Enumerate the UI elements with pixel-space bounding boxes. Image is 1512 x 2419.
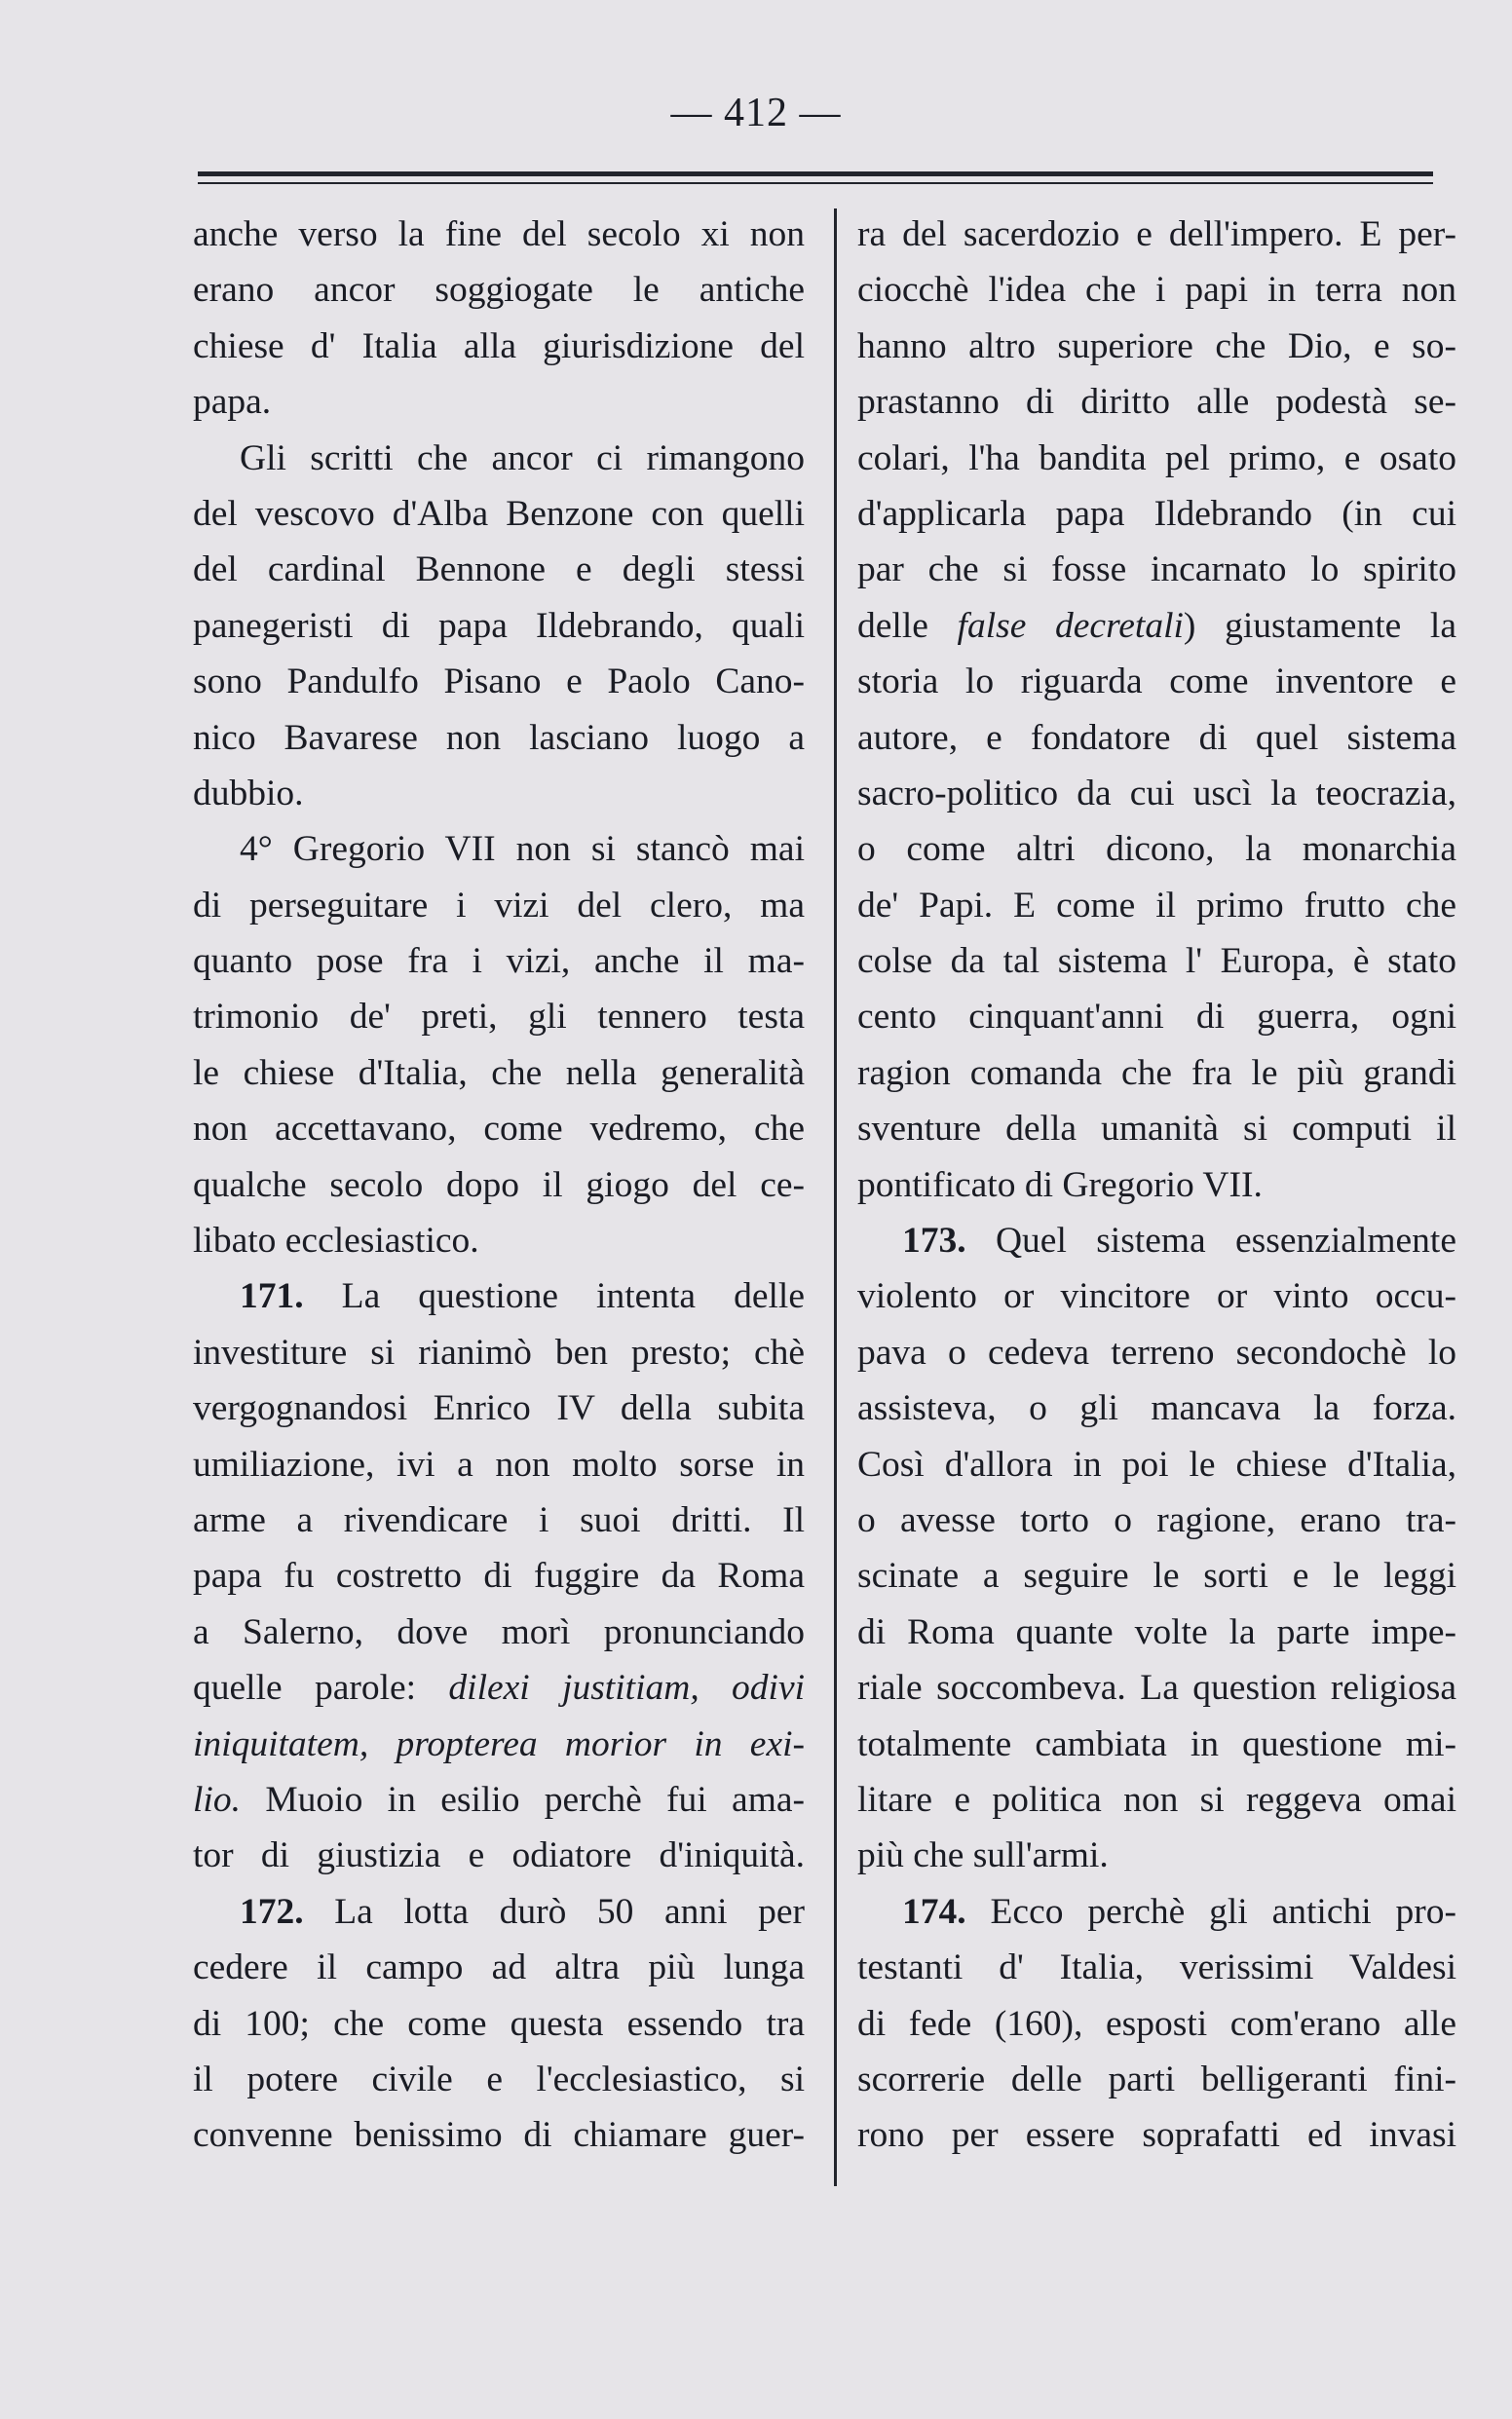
- text-line: più che sull'armi.: [857, 1835, 1109, 1876]
- text-line: storia lo riguarda come inventore e: [857, 661, 1456, 702]
- text-line: ra del sacerdozio e dell'impero. E per-: [857, 214, 1456, 254]
- text-line: papa fu costretto di fuggire da Roma: [193, 1556, 805, 1597]
- right-column: [857, 207, 1456, 2164]
- text-line: [193, 1772, 805, 1828]
- text-line: testanti d' Italia, verissimi Valdesi: [857, 1947, 1456, 1988]
- header-rule-thin: [198, 182, 1433, 184]
- text-line: sono Pandulfo Pisano e Paolo Cano-: [193, 661, 805, 702]
- text-line: de' Papi. E come il primo frutto che: [857, 885, 1456, 926]
- text-line: sventure della umanità si computi il: [857, 1109, 1456, 1150]
- text-line: il potere civile e l'ecclesiastico, si: [193, 2059, 805, 2099]
- text-line: riale soccombeva. La question religiosa: [857, 1668, 1456, 1709]
- text-line: sacro-politico da cui uscì la teocrazia,: [857, 773, 1456, 813]
- text-line: colse da tal sistema l' Europa, è stato: [857, 941, 1456, 982]
- text-line: tor di giustizia e odiatore d'iniquità.: [193, 1835, 805, 1876]
- text-span: ) giustamente la: [1183, 605, 1456, 646]
- text-span: Quel sistema essenzialmente: [995, 1221, 1456, 1262]
- text-line: d'applicarla papa Ildebrando (in cui: [857, 493, 1456, 534]
- text-line: litare e politica non si reggeva omai: [857, 1779, 1456, 1820]
- text-line: panegeristi di papa Ildebrando, quali: [193, 605, 805, 646]
- text-line: anche verso la fine del secolo xi non: [193, 214, 805, 254]
- text-line: o avesse torto o ragione, erano tra-: [857, 1499, 1456, 1540]
- text-line: umiliazione, ivi a non molto sorse in: [193, 1444, 805, 1485]
- text-line: par che si fosse incarnato lo spirito: [857, 549, 1456, 590]
- text-line: rono per essere soprafatti ed invasi: [857, 2115, 1456, 2156]
- text-line: di perseguitare i vizi del clero, ma: [193, 885, 805, 926]
- italic-title: false decretali: [957, 605, 1184, 646]
- column-divider: [834, 208, 837, 2186]
- text-line: cedere il campo ad altra più lunga: [193, 1947, 805, 1988]
- text-line: papa.: [193, 382, 272, 423]
- text-span: delle: [857, 605, 928, 646]
- text-line: 4° Gregorio VII non si stancò mai: [240, 829, 805, 870]
- text-line: cento cinquant'anni di guerra, ogni: [857, 997, 1456, 1038]
- text-line: investiture si rianimò ben presto; chè: [193, 1332, 805, 1373]
- text-line: [857, 1884, 1456, 1940]
- text-line: dubbio.: [193, 773, 304, 813]
- text-span: Ecco perchè gli antichi pro-: [990, 1891, 1457, 1932]
- text-line: assisteva, o gli mancava la forza.: [857, 1388, 1456, 1429]
- text-line: quanto pose fra i vizi, anche il ma-: [193, 941, 805, 982]
- text-span: La lotta durò 50 anni per: [334, 1891, 806, 1932]
- text-line: qualche secolo dopo il giogo del ce-: [193, 1164, 805, 1205]
- text-line: scinate a seguire le sorti e le leggi: [857, 1556, 1456, 1597]
- text-line: trimonio de' preti, gli tennero testa: [193, 997, 805, 1038]
- text-line: erano ancor soggiogate le antiche: [193, 270, 805, 311]
- header-rule-thick: [198, 171, 1433, 176]
- text-line: ragion comanda che fra le più grandi: [857, 1052, 1456, 1093]
- text-line: o come altri dicono, la monarchia: [857, 829, 1456, 870]
- text-line: [857, 598, 1456, 654]
- text-line: [857, 1213, 1456, 1268]
- text-line: Gli scritti che ancor ci rimangono: [240, 437, 805, 478]
- paragraph-number: 172.: [240, 1891, 304, 1932]
- text-line: ciocchè l'idea che i papi in terra non: [857, 270, 1456, 311]
- text-line: di fede (160), esposti com'erano alle: [857, 2003, 1456, 2044]
- text-line: [193, 1268, 805, 1324]
- text-line: autore, e fondatore di quel sistema: [857, 717, 1456, 758]
- text-line: [193, 1660, 805, 1716]
- text-line: Così d'allora in poi le chiese d'Italia,: [857, 1444, 1456, 1485]
- latin-quote: dilexi justitiam, odivi: [448, 1668, 806, 1709]
- text-line: non accettavano, come vedremo, che: [193, 1109, 805, 1150]
- text-line: a Salerno, dove morì pronunciando: [193, 1611, 805, 1652]
- text-line: pontificato di Gregorio VII.: [857, 1164, 1263, 1205]
- text-line: del vescovo d'Alba Benzone con quelli: [193, 493, 805, 534]
- text-line: del cardinal Bennone e degli stessi: [193, 549, 805, 590]
- text-line: nico Bavarese non lasciano luogo a: [193, 717, 805, 758]
- text-line: le chiese d'Italia, che nella generalità: [193, 1052, 805, 1093]
- text-line: libato ecclesiastico.: [193, 1221, 479, 1262]
- text-line: di Roma quante volte la parte impe-: [857, 1611, 1456, 1652]
- latin-quote: lio.: [193, 1779, 241, 1820]
- text-line: [193, 1717, 805, 1772]
- text-line: [193, 1884, 805, 1940]
- page-number: — 412 —: [670, 91, 842, 135]
- text-line: scorrerie delle parti belligeranti fini-: [857, 2059, 1456, 2099]
- paragraph-number: 173.: [902, 1221, 966, 1262]
- text-line: colari, l'ha bandita pel primo, e osato: [857, 437, 1456, 478]
- paragraph-number: 171.: [240, 1276, 304, 1317]
- text-span: La questione intenta delle: [341, 1276, 805, 1317]
- text-line: di 100; che come questa essendo tra: [193, 2003, 805, 2044]
- text-line: vergognandosi Enrico IV della subita: [193, 1388, 805, 1429]
- text-line: convenne benissimo di chiamare guer-: [193, 2115, 805, 2156]
- paragraph-number: 174.: [902, 1891, 966, 1932]
- text-line: pava o cedeva terreno secondochè lo: [857, 1332, 1456, 1373]
- left-column: [193, 207, 805, 2164]
- text-line: totalmente cambiata in questione mi-: [857, 1723, 1456, 1764]
- text-line: chiese d' Italia alla giurisdizione del: [193, 325, 805, 366]
- text-line: violento or vincitore or vinto occu-: [857, 1276, 1456, 1317]
- text-line: hanno altro superiore che Dio, e so-: [857, 325, 1456, 366]
- text-line: prastanno di diritto alle podestà se-: [857, 382, 1456, 423]
- latin-quote: iniquitatem, propterea morior in exi-: [193, 1723, 805, 1764]
- text-span: quelle parole:: [193, 1668, 417, 1709]
- text-span: Muoio in esilio perchè fui ama-: [265, 1779, 806, 1820]
- text-line: arme a rivendicare i suoi dritti. Il: [193, 1499, 805, 1540]
